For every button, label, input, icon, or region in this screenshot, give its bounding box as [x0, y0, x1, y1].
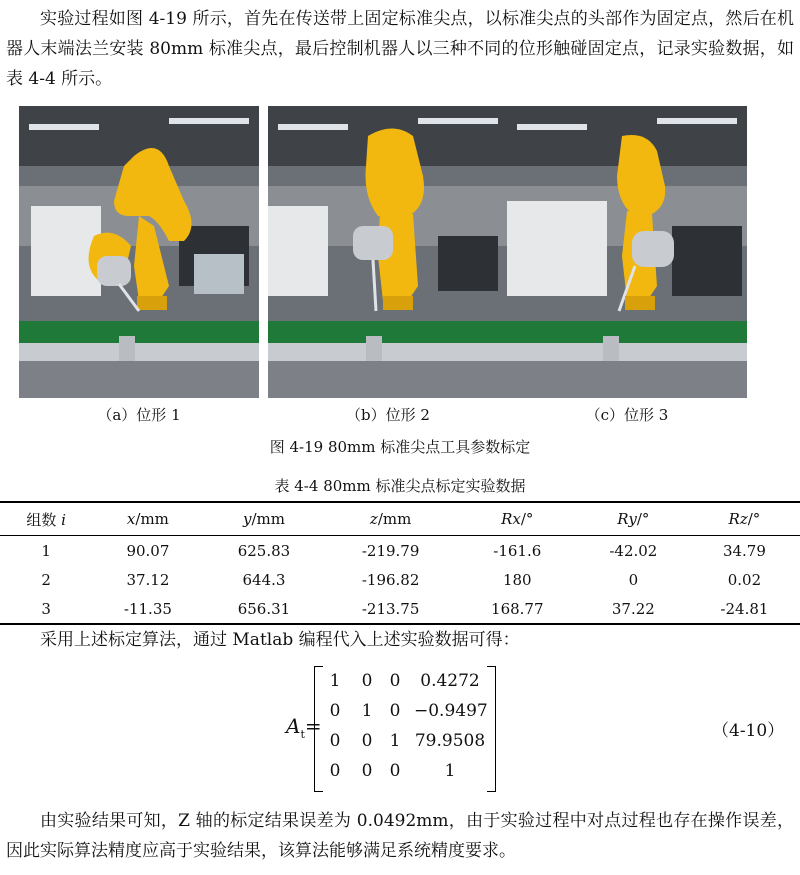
matrix-cell: 1 [444, 761, 456, 781]
matrix-row [314, 728, 496, 758]
table-cell: -11.35 [123, 599, 172, 618]
header-group-index: 组数 i [26, 510, 66, 529]
matrix-cell: 1 [389, 731, 401, 751]
matrix-cell: 0 [389, 761, 401, 781]
header-rz: Rz/° [728, 510, 761, 528]
matrix-cell: 0 [329, 701, 341, 721]
header-y: y/mm [242, 510, 285, 528]
table-cell: 656.31 [237, 599, 291, 618]
table-caption: 表 4-4 80mm 标准尖点标定实验数据 [274, 477, 526, 495]
method-paragraph: 采用上述标定算法，通过 Matlab 编程代入上述实验数据可得： [40, 630, 520, 650]
subcaption-b: （b）位形 2 [346, 406, 430, 424]
table-cell: 3 [41, 599, 51, 618]
figure-caption: 图 4-19 80mm 标准尖点工具参数标定 [269, 438, 531, 456]
table-cell: -24.81 [720, 599, 769, 618]
matrix-cell: 0.4272 [420, 671, 480, 691]
matrix-cell: 1 [361, 701, 373, 721]
table-cell: -42.02 [609, 541, 658, 560]
matrix-cell: 0 [329, 731, 341, 751]
calibration-data-table [0, 501, 800, 625]
matrix-cell: 1 [329, 671, 341, 691]
table-cell: 37.12 [126, 570, 170, 589]
matrix-cell: 0 [389, 701, 401, 721]
header-ry: Ry/° [617, 510, 650, 528]
table-row [0, 594, 800, 624]
table-row [0, 565, 800, 594]
robot-photo-pose-2 [268, 106, 508, 398]
table-cell: 37.22 [611, 599, 655, 618]
table-cell: -219.79 [361, 541, 420, 560]
table-cell: 0.02 [727, 570, 762, 589]
matrix-subscript: t [300, 728, 305, 741]
table-cell: 180 [502, 570, 532, 589]
table-cell: 34.79 [722, 541, 766, 560]
table-cell: -196.82 [361, 570, 420, 589]
result-matrix [314, 666, 496, 790]
matrix-row [314, 698, 496, 728]
matrix-row [314, 758, 496, 788]
matrix-row [314, 668, 496, 698]
matrix-cell: −0.9497 [414, 701, 488, 721]
matrix-symbol: A [286, 714, 301, 738]
matrix-cell: 0 [361, 671, 373, 691]
header-z: z/mm [369, 510, 412, 528]
matrix-cell: 0 [389, 671, 401, 691]
equals-sign: = [304, 714, 322, 738]
table-cell: 2 [41, 570, 51, 589]
matrix-cell: 0 [361, 761, 373, 781]
table-cell: 0 [628, 570, 639, 589]
table-header-row [0, 502, 800, 536]
header-x: x/mm [126, 510, 169, 528]
header-rx: Rx/° [501, 510, 534, 528]
equation-number: （4-10） [712, 721, 785, 741]
table-cell: 625.83 [237, 541, 291, 560]
table-cell: -213.75 [361, 599, 420, 618]
table-cell: 644.3 [242, 570, 286, 589]
intro-paragraph: 实验过程如图 4-19 所示，首先在传送带上固定标准尖点，以标准尖点的头部作为固定点，然后在机器人末端法兰安装 80mm 标准尖点，最后控制机器人以三种不同的位形触碰固定点，记录实验数据，如表 4-4 所示。 [6, 9, 794, 89]
table-cell: 168.77 [491, 599, 544, 618]
conclusion-paragraph: 由实验结果可知，Z 轴的标定结果误差为 0.0492mm，由于实验过程中对点过程也存在操作误差，因此实际算法精度应高于实验结果，该算法能够满足系统精度要求。 [6, 811, 794, 861]
matrix-cell: 79.9508 [414, 731, 486, 751]
table-cell: -161.6 [493, 541, 542, 560]
table-cell: 1 [41, 541, 51, 560]
subcaption-c: （c）位形 3 [585, 406, 669, 424]
table-row [0, 536, 800, 566]
matrix-cell: 0 [329, 761, 341, 781]
table-cell: 90.07 [126, 541, 170, 560]
robot-photo-pose-3 [507, 106, 747, 398]
matrix-cell: 0 [361, 731, 373, 751]
robot-photo-pose-1 [19, 106, 259, 398]
subcaption-a: （a）位形 1 [97, 406, 181, 424]
